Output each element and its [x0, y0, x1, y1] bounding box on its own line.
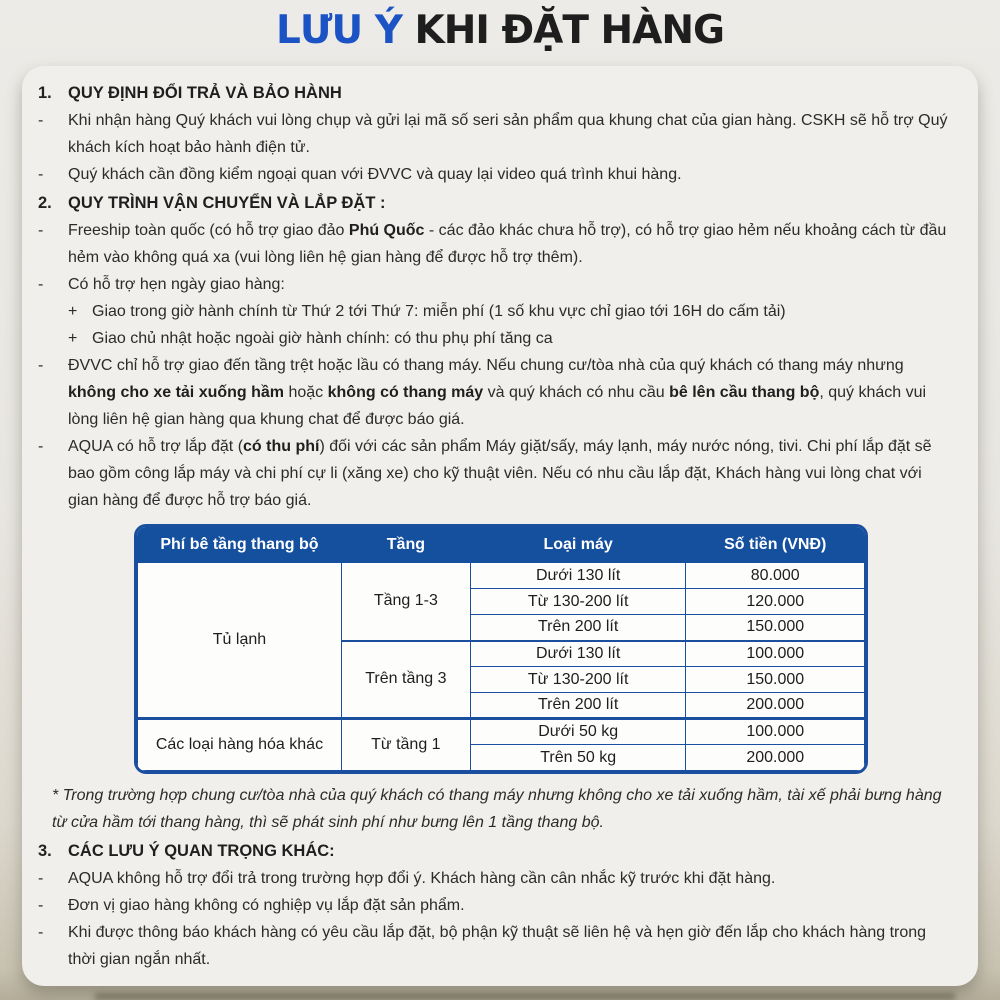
list-item	[38, 271, 956, 298]
list-marker: 1.	[38, 84, 52, 102]
list-item	[38, 298, 956, 325]
list-marker: -	[38, 276, 44, 293]
type-cell: Từ 130-200 lít	[470, 589, 686, 615]
type-cell: Dưới 130 lít	[470, 563, 686, 589]
col-header-machine-type: Loại máy	[470, 528, 686, 563]
group-cell-other-goods: Các loại hàng hóa khác	[138, 719, 342, 771]
list-marker: -	[38, 112, 44, 129]
table-row	[138, 719, 865, 745]
price-cell: 200.000	[686, 693, 865, 719]
price-cell: 150.000	[686, 667, 865, 693]
list-item	[38, 107, 956, 161]
list-item	[38, 325, 956, 352]
section-heading	[38, 838, 956, 865]
list-marker: -	[38, 166, 44, 183]
background-shadow	[95, 993, 955, 1000]
col-header-floor: Tầng	[341, 528, 470, 563]
price-cell: 200.000	[686, 745, 865, 771]
list-item	[38, 919, 956, 973]
type-cell: Dưới 50 kg	[470, 719, 686, 745]
list-marker: 3.	[38, 842, 52, 860]
floor-cell-above-3: Trên tầng 3	[341, 641, 470, 719]
list-text: Quý khách cần đồng kiểm ngoại quan với ĐVVC và quay lại video quá trình khui hàng.	[68, 166, 682, 183]
list-text: Có hỗ trợ hẹn ngày giao hàng:	[68, 276, 285, 293]
list-marker: +	[68, 303, 78, 320]
table-header-row	[138, 528, 865, 563]
list-marker: 2.	[38, 194, 52, 212]
list-text: QUY ĐỊNH ĐỔI TRẢ VÀ BẢO HÀNH	[68, 84, 342, 102]
list-text: Đơn vị giao hàng không có nghiệp vụ lắp đặt sản phẩm.	[68, 897, 465, 914]
section-heading	[38, 190, 956, 217]
content-card	[22, 66, 978, 986]
notes-part2	[38, 838, 956, 973]
list-marker: +	[68, 330, 78, 347]
type-cell: Trên 50 kg	[470, 745, 686, 771]
price-cell: 150.000	[686, 615, 865, 641]
page-title	[0, 0, 1000, 58]
list-marker: -	[38, 438, 44, 455]
page-title-rest: KHI ĐẶT HÀNG	[401, 8, 724, 53]
footnote: * Trong trường hợp chung cư/tòa nhà của quý khách có thang máy nhưng không cho xe tải xuống hầm, tài xế phải bưng hàng từ cửa hầm tới thang hàng, thì sẽ phát sinh phí như bưng lên 1 tầng thang bộ.	[52, 787, 942, 831]
fees-table-wrap	[134, 524, 868, 774]
list-item	[38, 161, 956, 188]
type-cell: Từ 130-200 lít	[470, 667, 686, 693]
floor-cell-1-3: Tầng 1-3	[341, 563, 470, 641]
list-text: AQUA có hỗ trợ lắp đặt (có thu phí) đối với các sản phẩm Máy giặt/sấy, máy lạnh, máy nước nóng, tivi. Chi phí lắp đặt sẽ bao gồm công lắp máy và chi phí cự li (xăng xe) cho kỹ thuật viên. Nếu có nhu cầu lắp đặt, Khách hàng vui lòng chat với gian hàng để được hỗ trợ báo giá.	[68, 438, 932, 509]
table-row	[138, 563, 865, 589]
col-header-amount: Số tiền (VNĐ)	[686, 528, 865, 563]
section-heading	[38, 80, 956, 107]
list-item	[38, 352, 956, 433]
list-marker: -	[38, 357, 44, 374]
list-text: CÁC LƯU Ý QUAN TRỌNG KHÁC:	[68, 842, 335, 860]
list-text: QUY TRÌNH VẬN CHUYỂN VÀ LẮP ĐẶT :	[68, 194, 386, 212]
list-marker: -	[38, 870, 44, 887]
list-item	[38, 892, 956, 919]
list-item	[38, 865, 956, 892]
floor-cell-from-1: Từ tầng 1	[341, 719, 470, 771]
list-text: Khi nhận hàng Quý khách vui lòng chụp và gửi lại mã số seri sản phẩm qua khung chat của gian hàng. CSKH sẽ hỗ trợ Quý khách kích hoạt bảo hành điện tử.	[68, 112, 948, 156]
list-text: Giao trong giờ hành chính từ Thứ 2 tới Thứ 7: miễn phí (1 số khu vực chỉ giao tới 16H do cấm tải)	[92, 303, 786, 320]
price-cell: 100.000	[686, 719, 865, 745]
page-title-highlight: LƯU Ý	[276, 8, 402, 53]
list-text: Khi được thông báo khách hàng có yêu cầu lắp đặt, bộ phận kỹ thuật sẽ liên hệ và hẹn giờ đến lắp cho khách hàng trong thời gian ngắn nhất.	[68, 924, 927, 968]
price-cell: 100.000	[686, 641, 865, 667]
price-cell: 120.000	[686, 589, 865, 615]
list-text: ĐVVC chỉ hỗ trợ giao đến tầng trệt hoặc lầu có thang máy. Nếu chung cư/tòa nhà của quý khách có thang máy nhưng không cho xe tải xuống hầm hoặc không có thang máy và quý khách có nhu cầu bê lên cầu thang bộ, quý khách vui lòng liên hệ gian hàng qua khung chat để được báo giá.	[68, 357, 927, 428]
group-cell-fridge: Tủ lạnh	[138, 563, 342, 719]
list-marker: -	[38, 924, 44, 941]
notes-part1	[38, 80, 956, 514]
list-text: Giao chủ nhật hoặc ngoài giờ hành chính: có thu phụ phí tăng ca	[92, 330, 553, 347]
list-text: Freeship toàn quốc (có hỗ trợ giao đảo Phú Quốc - các đảo khác chưa hỗ trợ), có hỗ trợ giao hẻm nếu khoảng cách từ đầu hẻm vào không quá xa (vui lòng liên hệ gian hàng để được hỗ trợ thêm).	[68, 222, 947, 266]
type-cell: Trên 200 lít	[470, 693, 686, 719]
list-item	[38, 217, 956, 271]
price-cell: 80.000	[686, 563, 865, 589]
col-header-fee: Phí bê tầng thang bộ	[138, 528, 342, 563]
type-cell: Dưới 130 lít	[470, 641, 686, 667]
type-cell: Trên 200 lít	[470, 615, 686, 641]
list-marker: -	[38, 222, 44, 239]
list-item	[38, 433, 956, 514]
list-marker: -	[38, 897, 44, 914]
fees-table	[137, 527, 865, 771]
list-text: AQUA không hỗ trợ đổi trả trong trường hợp đổi ý. Khách hàng cần cân nhắc kỹ trước khi đặt hàng.	[68, 870, 776, 887]
